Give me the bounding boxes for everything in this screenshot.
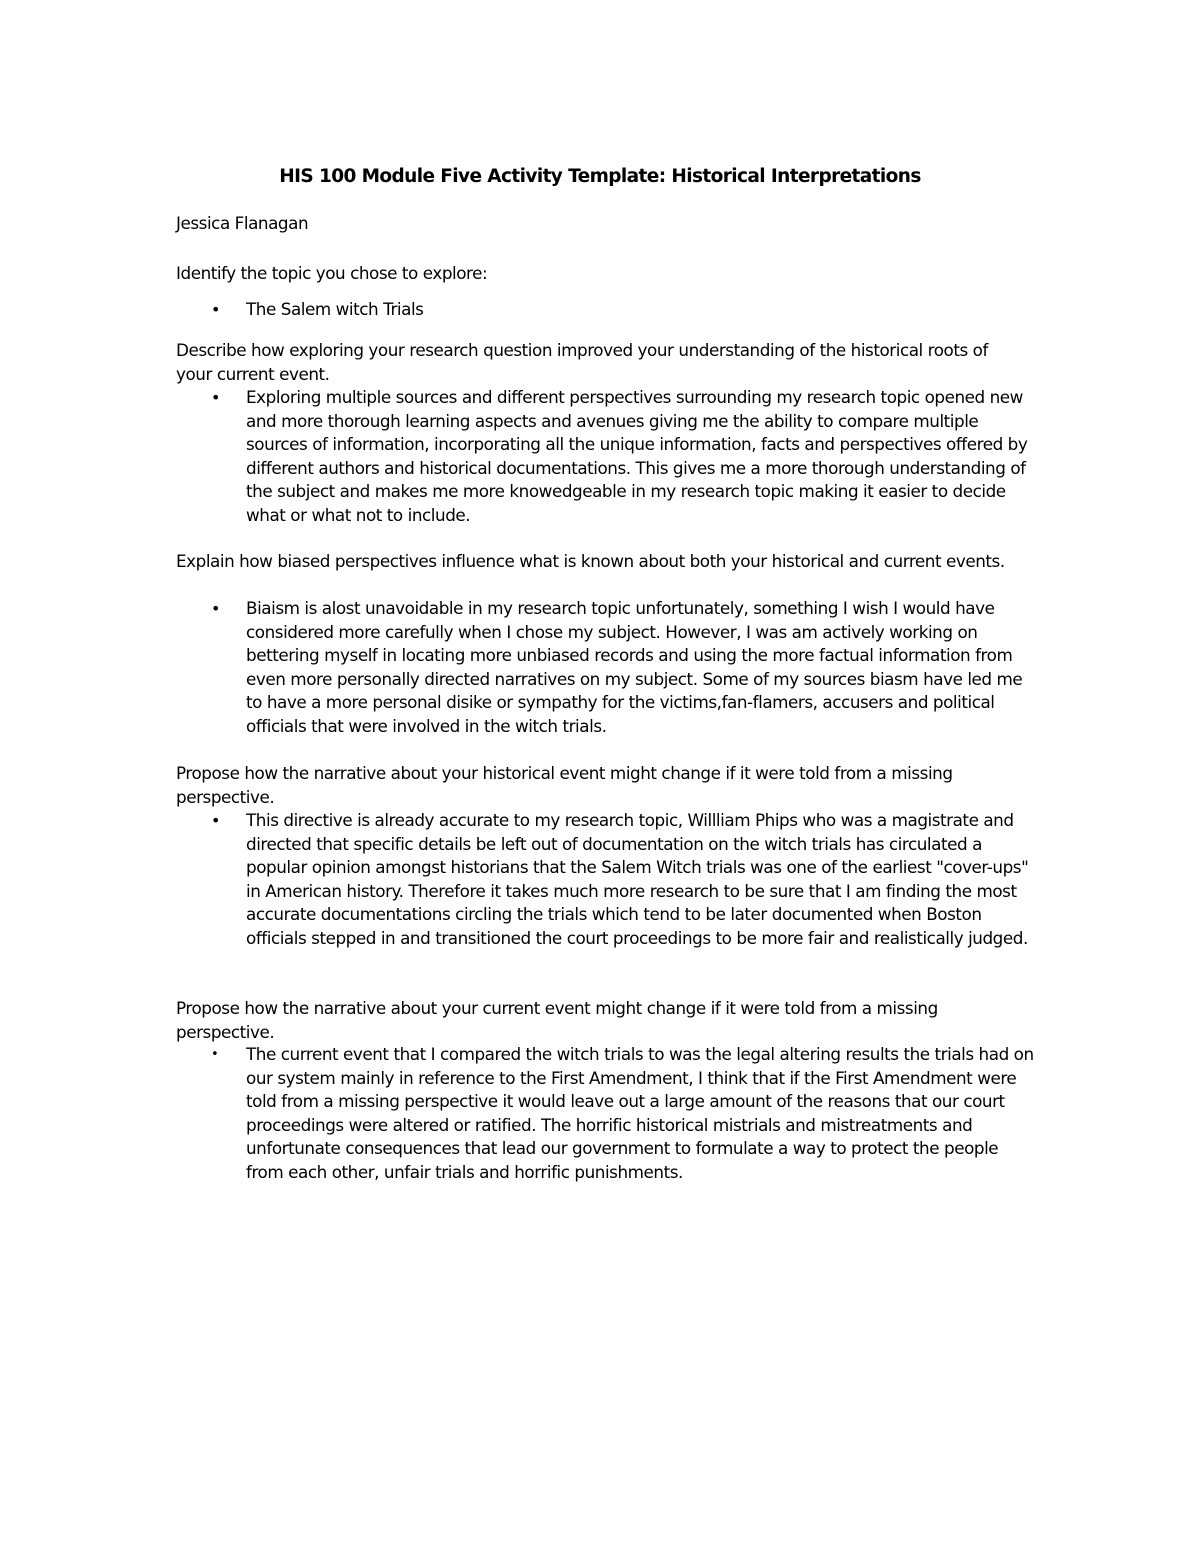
section-3-prompt: Explain how biased perspectives influence what is known about both your historical and current events. — [176, 551, 1005, 571]
section-2-answer: Exploring multiple sources and different perspectives surrounding my research topic opened new and more thorough learning aspects and avenues giving me the ability to compare multiple sources of information, incorporating all the unique information, facts and perspectives offered by different authors and historical documentations. This gives me a more thorough understanding of the subject and makes me more knowedgeable in my research topic making it easier to decide what or what not to include. — [246, 387, 1028, 525]
bullet-icon: • — [211, 300, 221, 319]
document-title: HIS 100 Module Five Activity Template: Historical Interpretations — [279, 166, 921, 187]
bullet-icon: • — [211, 811, 221, 830]
bullet-icon: • — [211, 599, 221, 618]
section-4-answer: This directive is already accurate to my research topic, Willliam Phips who was a magistrate and directed that specific details be left out of documentation on the witch trials has circulated a popular opinion amongst historians that the Salem Witch trials was one of the earliest "cover-ups" in American history. Therefore it takes much more research to be sure that I am finding the most accurate documentations circling the trials which tend to be later documented when Boston officials stepped in and transitioned the court proceedings to be more fair and realistically judged. — [246, 810, 1029, 948]
section-4-prompt: Propose how the narrative about your historical event might change if it were told from a missing perspective. — [176, 763, 953, 807]
section-1-prompt: Identify the topic you chose to explore: — [176, 263, 488, 283]
author-name: Jessica Flanagan — [176, 213, 309, 233]
section-3-answer: Biaism is alost unavoidable in my research topic unfortunately, something I wish I would have considered more carefully when I chose my subject. However, I was am actively working on bettering myself in locating more unbiased records and using the more factual information from even more personally directed narratives on my subject. Some of my sources biasm have led me to have a more personal disike or sympathy for the victims,fan-flamers, accusers and political officials that were involved in the witch trials. — [246, 598, 1023, 736]
bullet-icon: • — [211, 388, 221, 407]
bullet-icon: • — [211, 1047, 219, 1062]
section-5-prompt: Propose how the narrative about your current event might change if it were told from a missing perspective. — [176, 998, 938, 1042]
section-5-answer: The current event that I compared the witch trials to was the legal altering results the trials had on our system mainly in reference to the First Amendment, I think that if the First Amendment were told from a missing perspective it would leave out a large amount of the reasons that our court proceedings were altered or ratified. The horrific historical mistrials and mistreatments and unfortunate consequences that lead our government to formulate a way to protect the people from each other, unfair trials and horrific punishments. — [246, 1044, 1034, 1182]
section-2-prompt: Describe how exploring your research question improved your understanding of the historical roots of your current event. — [176, 340, 988, 384]
section-1-answer: The Salem witch Trials — [246, 299, 424, 319]
